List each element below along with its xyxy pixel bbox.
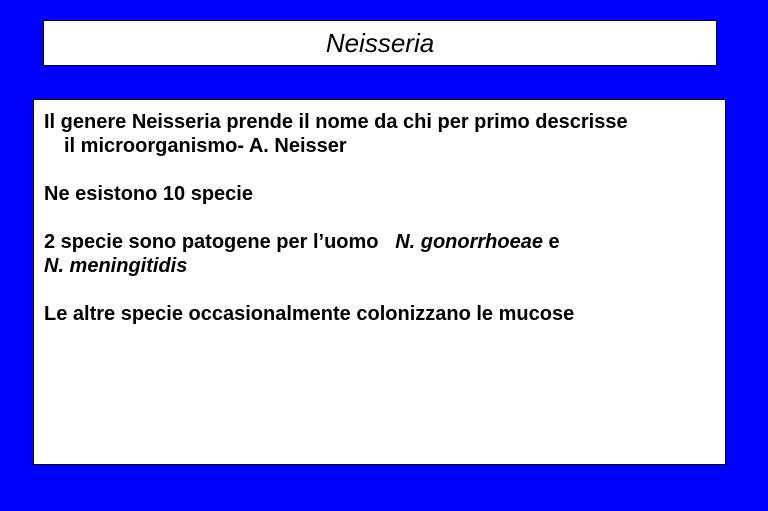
bullet-pathogenic-conj: e [542,231,560,253]
bullet-pathogenic-text: 2 specie sono patogene per l’uomo [44,231,396,253]
spacer [44,158,725,182]
bullet-species-count: Ne esistono 10 specie [44,183,253,205]
bullet-genus-origin-line1: Il genere Neisseria prende il nome da chi per primo descrisse [44,111,628,133]
spacer [44,206,725,230]
spacer [44,278,725,302]
slide-content-box [33,99,726,465]
bullet-other-species: Le altre specie occasionalmente colonizzano le mucose [44,303,575,325]
slide-title: Neisseria [325,28,435,58]
bullet-pathogenic-species [44,230,725,254]
species-meningitidis: N. meningitidis [44,255,188,277]
bullet-genus-origin [44,110,725,158]
bullet-genus-origin-line2: il microorganismo- A. Neisser [64,135,347,157]
slide-title-box [43,20,717,66]
species-gonorrhoeae: N. gonorrhoeae [395,231,543,253]
